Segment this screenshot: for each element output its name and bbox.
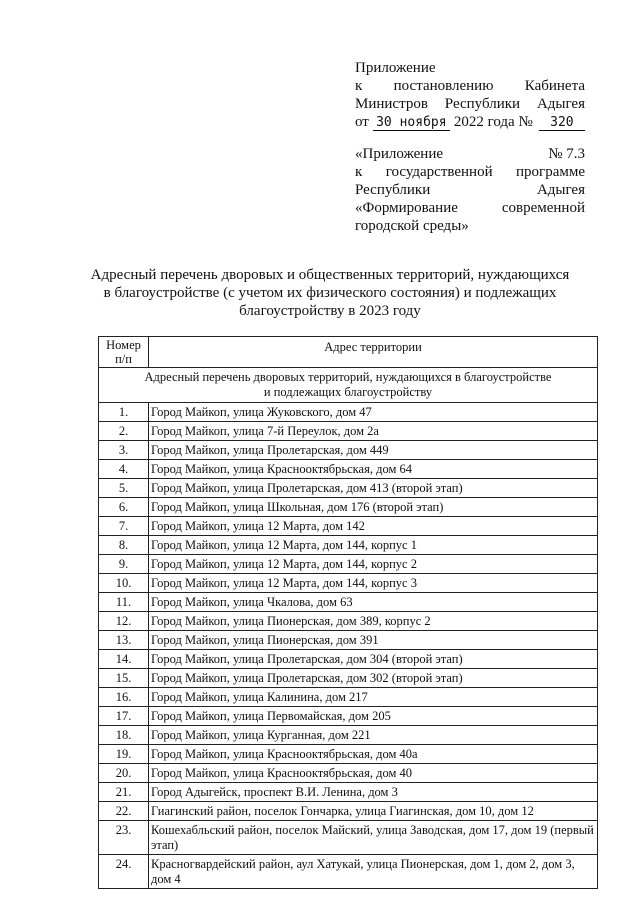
appendix-word: Республики bbox=[444, 96, 521, 112]
row-address: Гиагинский район, поселок Гончарка, улица Гиагинская, дом 10, дом 12 bbox=[149, 802, 598, 821]
document-title bbox=[80, 266, 580, 320]
row-number: 16. bbox=[99, 688, 149, 707]
program-word: «Приложение bbox=[355, 146, 444, 162]
row-number: 9. bbox=[99, 555, 149, 574]
row-address: Город Майкоп, улица Калинина, дом 217 bbox=[149, 688, 598, 707]
row-number: 12. bbox=[99, 612, 149, 631]
table-row bbox=[99, 764, 598, 783]
appendix-header-line-2 bbox=[355, 77, 585, 95]
row-address: Город Майкоп, улица Пионерская, дом 391 bbox=[149, 631, 598, 650]
table-row bbox=[99, 688, 598, 707]
row-number: 3. bbox=[99, 441, 149, 460]
date-prefix: от bbox=[355, 114, 369, 130]
table-row bbox=[99, 517, 598, 536]
table-row bbox=[99, 821, 598, 855]
header-number-line-2: п/п bbox=[115, 352, 132, 366]
row-address: Город Майкоп, улица Пролетарская, дом 304 (второй этап) bbox=[149, 650, 598, 669]
row-address: Город Майкоп, улица 12 Марта, дом 144, корпус 1 bbox=[149, 536, 598, 555]
row-address: Город Майкоп, улица 12 Марта, дом 142 bbox=[149, 517, 598, 536]
table-row bbox=[99, 422, 598, 441]
appendix-header bbox=[355, 59, 585, 131]
title-line-2: в благоустройстве (с учетом их физического состояния) и подлежащих bbox=[103, 285, 557, 301]
table-row bbox=[99, 441, 598, 460]
row-number: 1. bbox=[99, 403, 149, 422]
row-address: Город Майкоп, улица Краснооктябрьская, дом 40а bbox=[149, 745, 598, 764]
row-address: Город Майкоп, улица Пролетарская, дом 413 (второй этап) bbox=[149, 479, 598, 498]
row-address: Город Майкоп, улица Курганная, дом 221 bbox=[149, 726, 598, 745]
row-address: Город Майкоп, улица Пролетарская, дом 302 (второй этап) bbox=[149, 669, 598, 688]
appendix-word: постановлению bbox=[393, 78, 494, 94]
table-row bbox=[99, 650, 598, 669]
table-row bbox=[99, 574, 598, 593]
row-address: Город Майкоп, улица 12 Марта, дом 144, корпус 2 bbox=[149, 555, 598, 574]
row-address: Город Майкоп, улица Первомайская, дом 205 bbox=[149, 707, 598, 726]
table-row bbox=[99, 726, 598, 745]
program-word: городской среды» bbox=[355, 218, 469, 234]
row-number: 5. bbox=[99, 479, 149, 498]
row-address: Город Майкоп, улица 7-й Переулок, дом 2а bbox=[149, 422, 598, 441]
table-row bbox=[99, 669, 598, 688]
section-row bbox=[99, 368, 598, 403]
table-row bbox=[99, 783, 598, 802]
table-row bbox=[99, 403, 598, 422]
program-word: к bbox=[355, 164, 363, 180]
program-word: Адыгея bbox=[536, 182, 585, 198]
year-text: 2022 года № bbox=[453, 114, 533, 130]
row-address: Город Майкоп, улица Краснооктябрьская, дом 40 bbox=[149, 764, 598, 783]
handwritten-date: 30 ноября bbox=[373, 115, 450, 131]
table-row bbox=[99, 479, 598, 498]
row-number: 6. bbox=[99, 498, 149, 517]
table-header-row bbox=[99, 337, 598, 368]
row-number: 7. bbox=[99, 517, 149, 536]
row-address: Город Майкоп, улица Краснооктябрьская, дом 64 bbox=[149, 460, 598, 479]
table-row bbox=[99, 707, 598, 726]
row-address: Красногвардейский район, аул Хатукай, улица Пионерская, дом 1, дом 2, дом 3, дом 4 bbox=[149, 855, 598, 889]
row-address: Город Майкоп, улица Пионерская, дом 389, корпус 2 bbox=[149, 612, 598, 631]
row-number: 14. bbox=[99, 650, 149, 669]
row-number: 8. bbox=[99, 536, 149, 555]
row-number: 21. bbox=[99, 783, 149, 802]
row-number: 19. bbox=[99, 745, 149, 764]
row-address: Город Адыгейск, проспект В.И. Ленина, дом 3 bbox=[149, 783, 598, 802]
appendix-word: Министров bbox=[355, 96, 428, 112]
table-row bbox=[99, 745, 598, 764]
table-row bbox=[99, 631, 598, 650]
table-row bbox=[99, 498, 598, 517]
row-number: 4. bbox=[99, 460, 149, 479]
program-line-1 bbox=[355, 145, 585, 163]
row-number: 17. bbox=[99, 707, 149, 726]
program-word: № 7.3 bbox=[548, 146, 585, 162]
appendix-word: к bbox=[355, 78, 363, 94]
row-address: Город Майкоп, улица Школьная, дом 176 (второй этап) bbox=[149, 498, 598, 517]
section-caption-line-2: и подлежащих благоустройству bbox=[263, 385, 433, 399]
row-address: Город Майкоп, улица Пролетарская, дом 449 bbox=[149, 441, 598, 460]
row-number: 13. bbox=[99, 631, 149, 650]
row-address: Кошехабльский район, поселок Майский, улица Заводская, дом 17, дом 19 (первый этап) bbox=[149, 821, 598, 855]
row-number: 15. bbox=[99, 669, 149, 688]
row-number: 22. bbox=[99, 802, 149, 821]
row-number: 2. bbox=[99, 422, 149, 441]
table-row bbox=[99, 802, 598, 821]
row-address: Город Майкоп, улица Жуковского, дом 47 bbox=[149, 403, 598, 422]
header-number-line-1: Номер bbox=[106, 338, 141, 352]
row-number: 18. bbox=[99, 726, 149, 745]
header-number bbox=[99, 337, 149, 368]
appendix-word: Кабинета bbox=[524, 78, 585, 94]
handwritten-number: 320 bbox=[539, 115, 585, 131]
table-row bbox=[99, 855, 598, 889]
row-number: 24. bbox=[99, 855, 149, 889]
row-address: Город Майкоп, улица Чкалова, дом 63 bbox=[149, 593, 598, 612]
program-word: «Формирование bbox=[355, 200, 458, 216]
appendix-date-line bbox=[355, 113, 585, 131]
program-line-5 bbox=[355, 217, 585, 235]
appendix-header-line-3 bbox=[355, 95, 585, 113]
header-address: Адрес территории bbox=[149, 337, 598, 368]
row-number: 23. bbox=[99, 821, 149, 855]
program-word: программе bbox=[516, 164, 585, 180]
appendix-header-line-1 bbox=[355, 59, 585, 77]
section-caption bbox=[99, 368, 598, 403]
program-line-3 bbox=[355, 181, 585, 199]
appendix-label: Приложение bbox=[355, 60, 436, 76]
table-row bbox=[99, 612, 598, 631]
program-word: современной bbox=[501, 200, 585, 216]
appendix-word: Адыгея bbox=[536, 96, 585, 112]
program-line-4 bbox=[355, 199, 585, 217]
program-line-2 bbox=[355, 163, 585, 181]
row-number: 11. bbox=[99, 593, 149, 612]
table-row bbox=[99, 555, 598, 574]
row-address: Город Майкоп, улица 12 Марта, дом 144, корпус 3 bbox=[149, 574, 598, 593]
title-line-1: Адресный перечень дворовых и общественных территорий, нуждающихся bbox=[90, 267, 570, 283]
table-row bbox=[99, 593, 598, 612]
table-row bbox=[99, 460, 598, 479]
program-word: Республики bbox=[355, 182, 431, 198]
table-row bbox=[99, 536, 598, 555]
row-number: 10. bbox=[99, 574, 149, 593]
title-line-3: благоустройству в 2023 году bbox=[239, 303, 421, 319]
territory-table bbox=[98, 336, 598, 889]
program-word: государственной bbox=[385, 164, 493, 180]
appendix-program-block bbox=[355, 145, 585, 235]
section-caption-line-1: Адресный перечень дворовых территорий, нуждающихся в благоустройстве bbox=[144, 370, 552, 384]
row-number: 20. bbox=[99, 764, 149, 783]
